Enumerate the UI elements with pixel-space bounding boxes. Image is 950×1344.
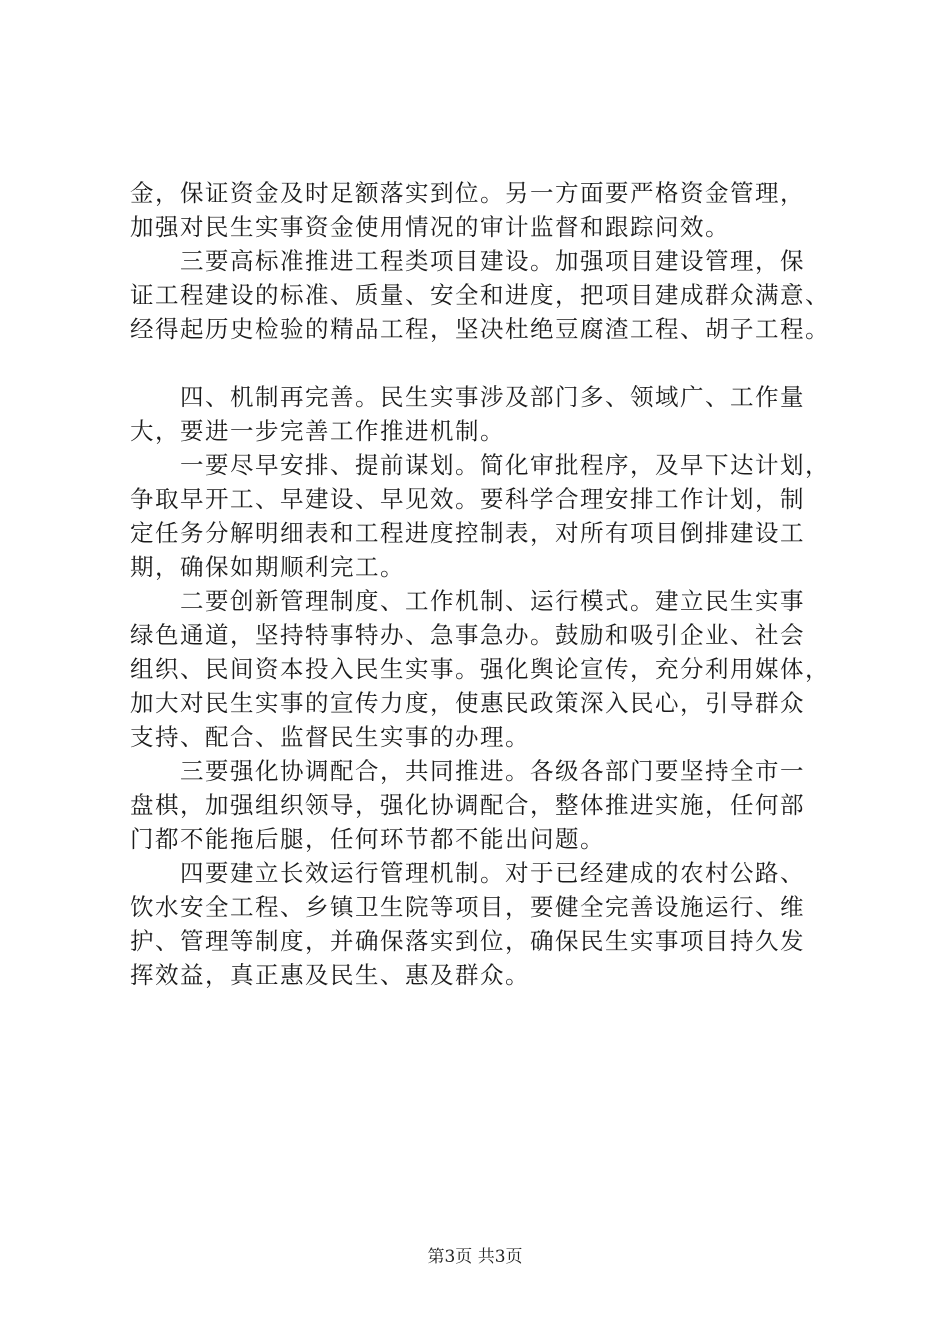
text-line: 绿色通道，坚持特事特办、急事急办。鼓励和吸引企业、社会 [130, 621, 805, 649]
text-line: 大，要进一步完善工作推进机制。 [130, 417, 505, 445]
text-line: 一要尽早安排、提前谋划。简化审批程序，及早下达计划， [180, 451, 830, 479]
text-line: 三要强化协调配合，共同推进。各级各部门要坚持全市一 [180, 757, 805, 785]
text-line: 盘棋，加强组织领导，强化协调配合，整体推进实施，任何部 [130, 791, 805, 819]
text-line: 二要创新管理制度、工作机制、运行模式。建立民生实事 [180, 587, 805, 615]
text-line: 门都不能拖后腿，任何环节都不能出问题。 [130, 825, 605, 853]
text-line: 组织、民间资本投入民生实事。强化舆论宣传，充分利用媒体， [130, 655, 830, 683]
text-line: 挥效益，真正惠及民生、惠及群众。 [130, 961, 530, 989]
text-line: 护、管理等制度，并确保落实到位，确保民生实事项目持久发 [130, 927, 805, 955]
text-line: 饮水安全工程、乡镇卫生院等项目，要健全完善设施运行、维 [130, 893, 805, 921]
text-line: 支持、配合、监督民生实事的办理。 [130, 723, 530, 751]
text-line: 金，保证资金及时足额落实到位。另一方面要严格资金管理， [130, 179, 805, 207]
section-heading-line: 四、机制再完善。民生实事涉及部门多、领域广、工作量 [180, 383, 805, 411]
text-line: 定任务分解明细表和工程进度控制表，对所有项目倒排建设工 [130, 519, 805, 547]
text-line: 加强对民生实事资金使用情况的审计监督和跟踪问效。 [130, 213, 730, 241]
text-line: 加大对民生实事的宣传力度，使惠民政策深入民心，引导群众 [130, 689, 805, 717]
text-line: 经得起历史检验的精品工程，坚决杜绝豆腐渣工程、胡子工程。 [130, 315, 830, 343]
text-line: 证工程建设的标准、质量、安全和进度，把项目建成群众满意、 [130, 281, 830, 309]
text-line: 三要高标准推进工程类项目建设。加强项目建设管理，保 [180, 247, 805, 275]
page-number-footer: 第3页 共3页 [427, 1247, 523, 1267]
text-line: 争取早开工、早建设、早见效。要科学合理安排工作计划，制 [130, 485, 805, 513]
text-line: 期，确保如期顺利完工。 [130, 553, 405, 581]
text-line: 四要建立长效运行管理机制。对于已经建成的农村公路、 [180, 859, 805, 887]
